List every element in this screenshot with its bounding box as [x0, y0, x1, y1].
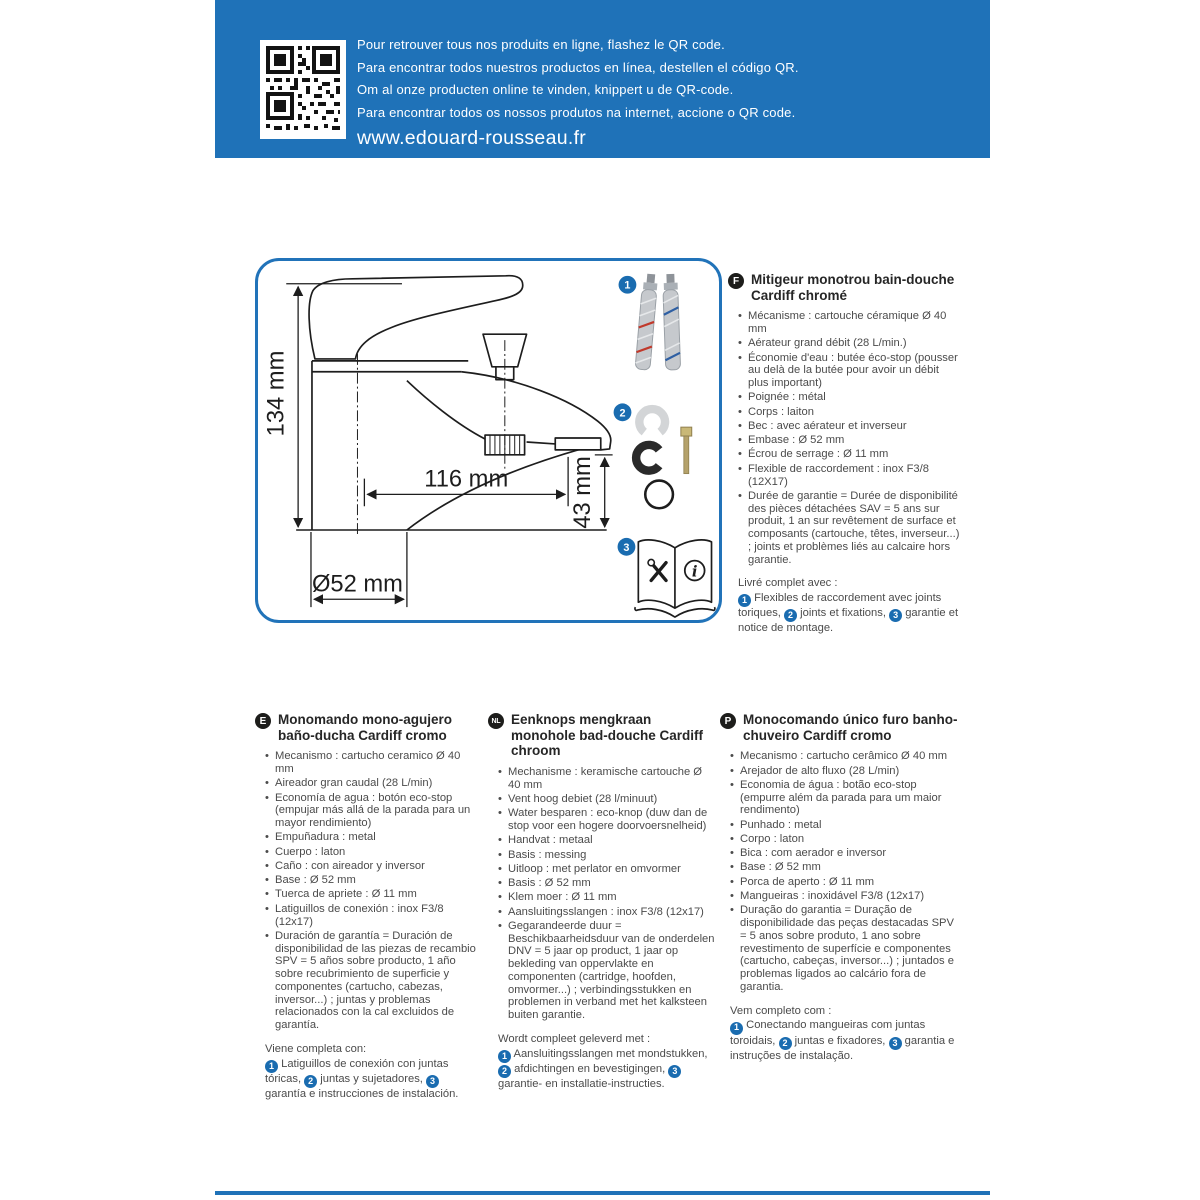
spec-item: • Flexible de raccordement : inox F3/8 (12X17) — [738, 463, 962, 489]
spec-item: • Mechanisme : keramische cartouche Ø 40 mm — [498, 766, 717, 792]
grey-washer-icon — [639, 409, 665, 432]
technical-diagram-panel — [255, 258, 722, 623]
header-tagline-nl: Om al onze producten online te vinden, knippert u de QR-code. — [357, 82, 734, 97]
spec-item: • Latiguillos de conexión : inox F3/8 (12x17) — [265, 903, 479, 929]
item-3-number: 3 — [623, 541, 630, 554]
number-badge-1: 1 — [265, 1060, 278, 1073]
product-title-fr: Mitigeur monotrou bain-douche Cardiff chromé — [751, 272, 955, 303]
dimension-base-diameter-label: Ø52 mm — [311, 571, 403, 598]
section-portuguese — [720, 712, 960, 1064]
spec-item: • Handvat : metaal — [498, 834, 717, 847]
spec-item: • Cuerpo : laton — [265, 846, 479, 859]
delivery-note-fr: Livré complet avec : 1 Flexibles de raccordement avec joints toriques, 2 joints et fixations, 3 garantie et notice de montage. — [738, 577, 959, 635]
section-french — [728, 272, 962, 636]
spec-list-fr — [738, 310, 962, 566]
section-dutch — [488, 712, 717, 1092]
spec-item: • Poignée : métal — [738, 391, 962, 404]
spec-list-pt — [730, 750, 960, 993]
spec-item: • Duración de garantía = Duración de disponibilidad de las piezas de recambio SPV = 5 años sobre producto, 1 año sobre recubrimiento de superficie y componentes (cartucho, cabezas, inversor...) ; juntas y problemas relacionados con la cal excluidos de garantía. — [265, 930, 479, 1032]
number-badge-2: 2 — [784, 609, 797, 622]
spec-item: • Mecanismo : cartucho cerâmico Ø 40 mm — [730, 750, 960, 763]
spec-item: • Mecanismo : cartucho ceramico Ø 40 mm — [265, 750, 479, 776]
spec-item: • Tuerca de apriete : Ø 11 mm — [265, 888, 479, 901]
header-tagline-fr: Pour retrouver tous nos produits en ligne, flashez le QR code. — [357, 37, 725, 52]
o-ring-icon — [645, 481, 673, 509]
website-url: www.edouard-rousseau.fr — [357, 127, 587, 149]
flexible-hoses-icon — [635, 273, 681, 370]
spec-item: • Aireador gran caudal (28 L/min) — [265, 777, 479, 790]
spec-item: • Vent hoog debiet (28 l/minuut) — [498, 793, 717, 806]
manual-book-icon — [635, 540, 715, 617]
product-title-nl: Eenknops mengkraan monohole bad-douche Cardiff chroom — [511, 712, 703, 759]
number-badge-1: 1 — [738, 594, 751, 607]
qr-code — [260, 40, 346, 139]
qr-code-pattern — [266, 46, 340, 133]
black-washer-icon — [636, 445, 659, 471]
number-badge-3: 3 — [889, 609, 902, 622]
language-badge-es: E — [255, 713, 271, 729]
spec-item: • Aérateur grand débit (28 L/min.) — [738, 337, 962, 350]
header-banner — [215, 0, 990, 158]
number-badge-1: 1 — [730, 1022, 743, 1035]
spec-item: • Caño : con aireador y inversor — [265, 860, 479, 873]
number-badge-1: 1 — [498, 1050, 511, 1063]
section-spanish — [255, 712, 479, 1102]
spec-list-nl — [498, 766, 717, 1022]
number-badge-3: 3 — [889, 1037, 902, 1050]
seals-and-fixings-icon — [636, 409, 692, 508]
spec-item: • Uitloop : met perlator en omvormer — [498, 863, 717, 876]
number-badge-3: 3 — [426, 1075, 439, 1088]
spec-item: • Corpo : laton — [730, 833, 960, 846]
threaded-stud-icon — [681, 427, 692, 473]
spec-item: • Punhado : metal — [730, 819, 960, 832]
spec-item: • Durée de garantie = Durée de disponibilité des pièces détachées SAV = 5 ans sur produit, 1 an sur revêtement de surface et composants (cartouche, têtes, inverseur...) ; joints et problèmes liés au calcaire hors garantie. — [738, 490, 962, 567]
spec-item: • Économie d'eau : butée éco-stop (pousser au delà de la butée pour avoir un débit plus important) — [738, 352, 962, 390]
spec-item: • Empuñadura : metal — [265, 831, 479, 844]
spec-item: • Bec : avec aérateur et inverseur — [738, 420, 962, 433]
spec-item: • Aansluitingsslangen : inox F3/8 (12x17) — [498, 906, 717, 919]
info-letter: i — [691, 563, 698, 581]
number-badge-2: 2 — [498, 1065, 511, 1078]
dimension-reach-label: 116 mm — [424, 466, 509, 493]
spec-item: • Basis : Ø 52 mm — [498, 877, 717, 890]
delivery-note-es: Viene completa con: 1 Latiguillos de conexión con juntas tóricas, 2 juntas y sujetadores, 3 garantía e instrucciones de instalación. — [265, 1042, 459, 1100]
language-badge-pt: P — [720, 713, 736, 729]
spec-item: • Water besparen : eco-knop (duw dan de stop voor een hogere doorvoersnelheid) — [498, 807, 717, 833]
language-badge-fr: F — [728, 273, 744, 289]
spec-item: • Economia de água : botão eco-stop (empurre além da parada para um maior rendimento) — [730, 779, 960, 817]
footer-accent-line — [215, 1191, 990, 1195]
item-2-number: 2 — [619, 407, 626, 420]
faucet-technical-drawing — [258, 261, 719, 620]
spout-outlet — [555, 438, 600, 450]
number-badge-3: 3 — [668, 1065, 681, 1078]
number-badge-2: 2 — [779, 1037, 792, 1050]
spec-item: • Gegarandeerde duur = Beschikbaarheidsduur van de onderdelen DNV = 5 jaar op product, 1 jaar op bekleding van oppervlakte en componenten (cartridge, hoofden, omvormer...) ; verbindingsstukken en problemen in verband met het kalksteen buiten garantie. — [498, 920, 717, 1022]
language-badge-nl: NL — [488, 713, 504, 729]
spec-item: • Arejador de alto fluxo (28 L/min) — [730, 765, 960, 778]
spec-item: • Economía de agua : botón eco-stop (empujar más allá de la parada para un mayor rendimiento) — [265, 792, 479, 830]
number-badge-2: 2 — [304, 1075, 317, 1088]
spec-item: • Embase : Ø 52 mm — [738, 434, 962, 447]
header-tagline-pt: Para encontrar todos os nossos produtos na internet, accione o QR code. — [357, 104, 796, 120]
spec-item: • Klem moer : Ø 11 mm — [498, 891, 717, 904]
spec-item: • Écrou de serrage : Ø 11 mm — [738, 448, 962, 461]
spec-item: • Mangueiras : inoxidável F3/8 (12x17) — [730, 890, 960, 903]
product-title-pt: Monocomando único furo banho-chuveiro Cardiff cromo — [743, 712, 958, 743]
spec-item: • Corps : laiton — [738, 406, 962, 419]
header-text-block — [357, 34, 799, 150]
spec-item: • Base : Ø 52 mm — [265, 874, 479, 887]
spec-list-es — [265, 750, 479, 1032]
spec-item: • Duração do garantia = Duração de disponibilidade das peças destacadas SPV = 5 anos sobre produto, 1 ano sobre revestimento de superfície e componentes (cartucho, cabeças, inversor...) ; juntados e problemas ligados ao calcário fora de garantia. — [730, 904, 960, 993]
product-title-es: Monomando mono-agujero baño-ducha Cardiff cromo — [278, 712, 452, 743]
item-1-number: 1 — [624, 279, 631, 292]
spec-item: • Bica : com aerador e inversor — [730, 847, 960, 860]
header-tagline-es: Para encontrar todos nuestros productos en línea, destellen el código QR. — [357, 59, 799, 75]
dimension-height-label: 134 mm — [263, 350, 290, 437]
spec-item: • Base : Ø 52 mm — [730, 861, 960, 874]
spec-item: • Porca de aperto : Ø 11 mm — [730, 876, 960, 889]
dimension-spout-height-label: 43 mm — [569, 456, 596, 529]
delivery-note-pt: Vem completo com : 1 Conectando mangueiras com juntas toroidais, 2 juntas e fixadores, 3 garantia e instruções de instalação. — [730, 1004, 955, 1062]
delivery-note-nl: Wordt compleet geleverd met : 1 Aansluitingsslangen met mondstukken, 2 afdichtingen en bevestigingen, 3 garantie- en installatie-instructies. — [498, 1033, 708, 1091]
spec-item: • Mécanisme : cartouche céramique Ø 40 mm — [738, 310, 962, 336]
spec-item: • Basis : messing — [498, 849, 717, 862]
